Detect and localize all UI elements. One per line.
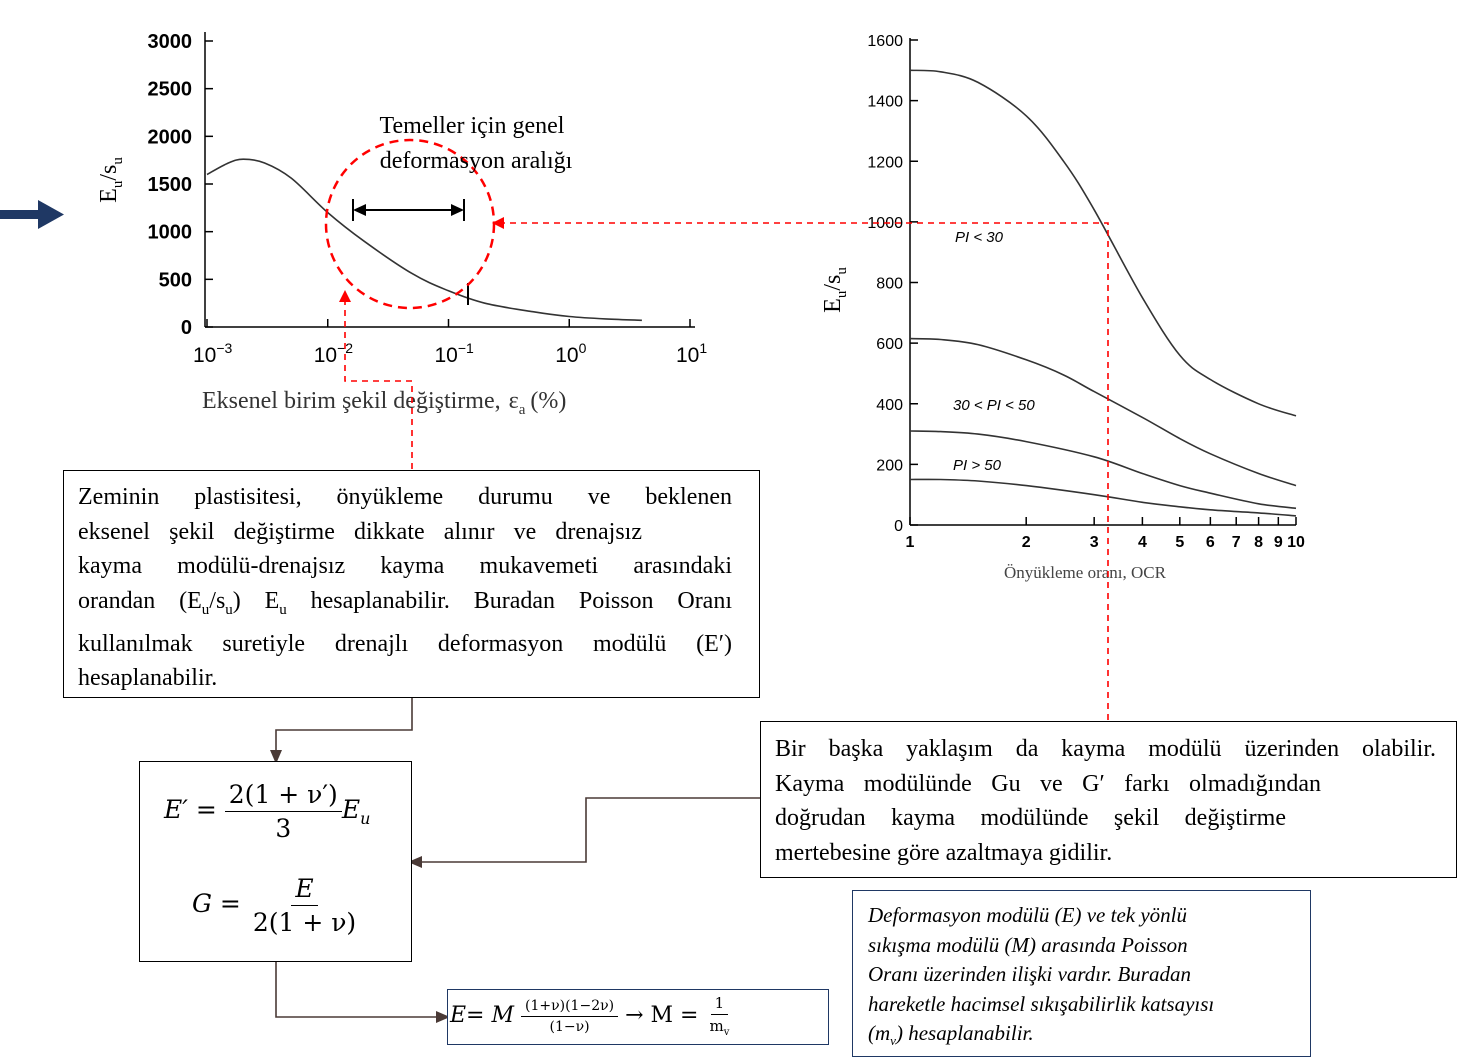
right-line-4: mertebesine göre azaltmaya gidilir. [775, 839, 1113, 866]
note-line-5: $(m_v)$ hesaplanabilir. [868, 1021, 1034, 1049]
main-line-4: orandan $(E_u/s_u)$ $E_u$ hesaplanabilir. Buradan Poisson Oranı [78, 587, 733, 618]
note-line-1: Deformasyon modülü (E) ve tek yönlü [868, 903, 1187, 927]
right-xtick-label: 5 [1175, 534, 1185, 551]
right-ytick-label: 1200 [867, 154, 903, 172]
small-formula: E= M $\frac{(1+\nu)(1-2\nu)}{(1-\nu)}$ → M = $\frac{1}{m_v}$ [450, 994, 730, 1038]
main-line-2: eksenel şekil değiştirme dikkate alınır ve drenajsız [78, 518, 642, 545]
curve-label-pi-30-50: 30 < PI < 50 [953, 397, 1035, 414]
right-ytick-label: 1600 [867, 33, 903, 50]
curve-label-pi-lt-30: PI < 30 [955, 229, 1003, 246]
left-xtick-label: $10^0$ [555, 340, 587, 367]
explanation-box-right [760, 721, 1457, 878]
explanation-box-main [63, 470, 760, 698]
right-xtick-label: 1 [905, 534, 915, 551]
right-xtick-label: 2 [1021, 534, 1031, 551]
left-xtick-label: $10^1$ [676, 340, 708, 367]
main-line-1: Zeminin plastisitesi, önyükleme durumu ve beklenen [78, 484, 732, 510]
main-line-6: hesaplanabilir. [78, 665, 218, 692]
right-xtick-label: 3 [1089, 534, 1099, 551]
right-xtick-label: 6 [1205, 534, 1215, 551]
annotation-line-2: deformasyon aralığı [379, 148, 573, 174]
note-line-3: Oranı üzerinden ilişki vardır. Buradan [868, 962, 1191, 986]
note-box [852, 890, 1311, 1057]
right-ytick-label: 800 [876, 275, 903, 293]
range-arrow-right-head-icon [451, 204, 464, 216]
right-ytick-label: 1000 [867, 214, 903, 232]
small-formula-box [447, 989, 829, 1045]
left-y-axis-label: $E_u/s_u$ [96, 157, 126, 203]
annotation-line-1: Temeller için genel [379, 113, 565, 139]
left-ytick-label: 1000 [147, 221, 192, 244]
right-ytick-label: 1400 [867, 93, 903, 111]
left-ytick-label: 2500 [147, 78, 192, 101]
formula-box [139, 761, 412, 962]
note-line-2: sıkışma modülü (M) arasında Poisson [868, 932, 1188, 957]
left-xtick-label: $10^{-3}$ [193, 340, 233, 367]
right-xtick-label: 9 [1273, 534, 1283, 551]
right-line-1: Bir başka yaklaşım da kayma modülü üzerinden olabilir. [775, 736, 1436, 762]
red-dashed-connector-left [345, 296, 412, 469]
right-ytick-label: 200 [876, 457, 903, 475]
formula-g: G = $\frac{E}{2(1 + \nu)}$ [192, 874, 357, 937]
right-y-axis-label: $E_u/s_u$ [820, 267, 850, 313]
right-line-2: Kayma modülünde Gu ve G′ farkı olmadığından [775, 770, 1321, 797]
main-line-3: kayma modülü-drenajsız kayma mukavemeti arasındaki [78, 553, 732, 579]
left-ytick-label: 2000 [147, 126, 192, 149]
connector-rightbox-to-formula [415, 798, 760, 862]
left-x-axis-label: Eksenel birim şekil değiştirme, $\varepsilon_a$ (%) [202, 388, 567, 418]
left-xtick-label: $10^{-2}$ [313, 340, 354, 367]
right-chart [820, 33, 1305, 582]
left-ytick-label: 0 [180, 317, 192, 339]
left-xtick-label: $10^{-1}$ [434, 340, 474, 367]
right-x-axis-label: Önyükleme oranı, OCR [1004, 563, 1166, 582]
right-ytick-label: 600 [876, 336, 903, 354]
note-line-4: hareketle hacimsel sıkışabilirlik katsayısı [868, 991, 1215, 1016]
right-line-3: doğrudan kayma modülünde şekil değiştirme [775, 805, 1286, 831]
right-xtick-label: 8 [1254, 534, 1264, 551]
left-ytick-label: 500 [158, 269, 192, 292]
left-curve [207, 159, 642, 320]
right-xtick-label: 10 [1287, 534, 1305, 551]
right-ytick-label: 0 [894, 518, 903, 535]
connector-box-to-formula [276, 698, 412, 757]
range-arrow-left-head-icon [353, 204, 366, 216]
curve-label-pi-gt-50: PI > 50 [953, 457, 1001, 474]
right-xtick-label: 4 [1137, 534, 1147, 551]
right-xtick-label: 7 [1231, 534, 1241, 551]
left-ytick-label: 3000 [147, 31, 192, 53]
left-chart [96, 31, 707, 418]
navy-pointer-arrow-icon [0, 200, 64, 229]
main-line-5: kullanılmak suretiyle drenajlı deformasyon modülü (E′) [78, 630, 732, 657]
left-ytick-label: 1500 [147, 174, 192, 196]
connector-formula-to-small [276, 962, 443, 1017]
right-ytick-label: 400 [876, 396, 903, 414]
right-curve-4 [910, 479, 1296, 515]
formula-e-prime: E′ = $\frac{2(1 + \nu')}{3}$ $E_u$ [164, 780, 371, 843]
